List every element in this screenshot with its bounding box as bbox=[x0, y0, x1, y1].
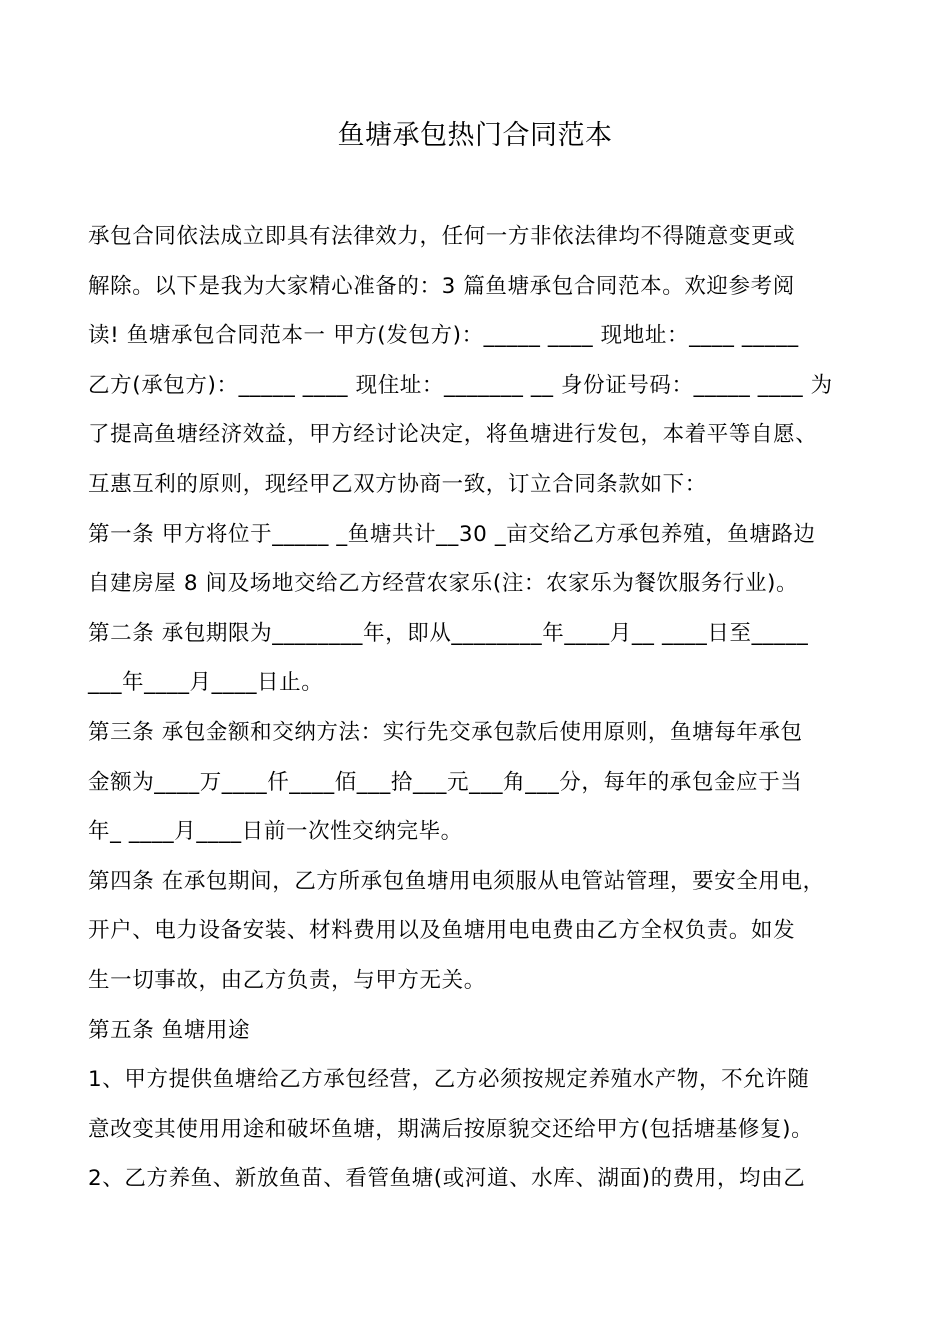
body-line: 第二条 承包期限为________年，即从________年____月__ ____日至_____ bbox=[88, 620, 809, 646]
document-title: 鱼塘承包热门合同范本 bbox=[337, 120, 613, 151]
body-line: 第四条 在承包期间，乙方所承包鱼塘用电须服从电管站管理，要安全用电， bbox=[88, 868, 825, 894]
body-line: 开户、电力设备安装、材料费用以及鱼塘用电电费由乙方全权负责。如发 bbox=[88, 918, 796, 944]
body-line: 自建房屋 8 间及场地交给乙方经营农家乐(注：农家乐为餐饮服务行业)。 bbox=[88, 571, 799, 597]
body-line: 年_ ____月____日前一次性交纳完毕。 bbox=[88, 819, 463, 845]
body-line: 第五条 鱼塘用途 bbox=[88, 1017, 251, 1043]
body-line: 金额为____万____仟____佰___拾___元___角___分，每年的承包金应于当 bbox=[88, 769, 803, 795]
body-line: 乙方(承包方)：_____ ____ 现住址：_______ __ 身份证号码：_____ ____ 为 bbox=[88, 372, 833, 398]
body-line: 生一切事故，由乙方负责，与甲方无关。 bbox=[88, 967, 486, 993]
body-line: 读! 鱼塘承包合同范本一 甲方(发包方)：_____ ____ 现地址：____ _____ bbox=[88, 323, 799, 349]
body-line: 1、甲方提供鱼塘给乙方承包经营，乙方必须按规定养殖水产物，不允许随 bbox=[88, 1067, 810, 1093]
body-line: 意改变其使用用途和破坏鱼塘，期满后按原貌交还给甲方(包括塘基修复)。 bbox=[88, 1116, 814, 1142]
body-line: 互惠互利的原则，现经甲乙双方协商一致，订立合同条款如下： bbox=[88, 471, 707, 497]
body-line: 解除。以下是我为大家精心准备的：3 篇鱼塘承包合同范本。欢迎参考阅 bbox=[88, 273, 795, 299]
document-body bbox=[88, 212, 868, 1204]
body-line: 第一条 甲方将位于_____ _鱼塘共计__30 _亩交给乙方承包养殖，鱼塘路边 bbox=[88, 521, 816, 547]
body-line: ___年____月____日止。 bbox=[88, 670, 324, 696]
body-line: 2、乙方养鱼、新放鱼苗、看管鱼塘(或河道、水库、湖面)的费用，均由乙 bbox=[88, 1166, 806, 1192]
body-line: 承包合同依法成立即具有法律效力，任何一方非依法律均不得随意变更或 bbox=[88, 224, 796, 249]
body-line: 了提高鱼塘经济效益，甲方经讨论决定，将鱼塘进行发包，本着平等自愿、 bbox=[88, 422, 818, 448]
body-line: 第三条 承包金额和交纳方法：实行先交承包款后使用原则，鱼塘每年承包 bbox=[88, 719, 803, 745]
